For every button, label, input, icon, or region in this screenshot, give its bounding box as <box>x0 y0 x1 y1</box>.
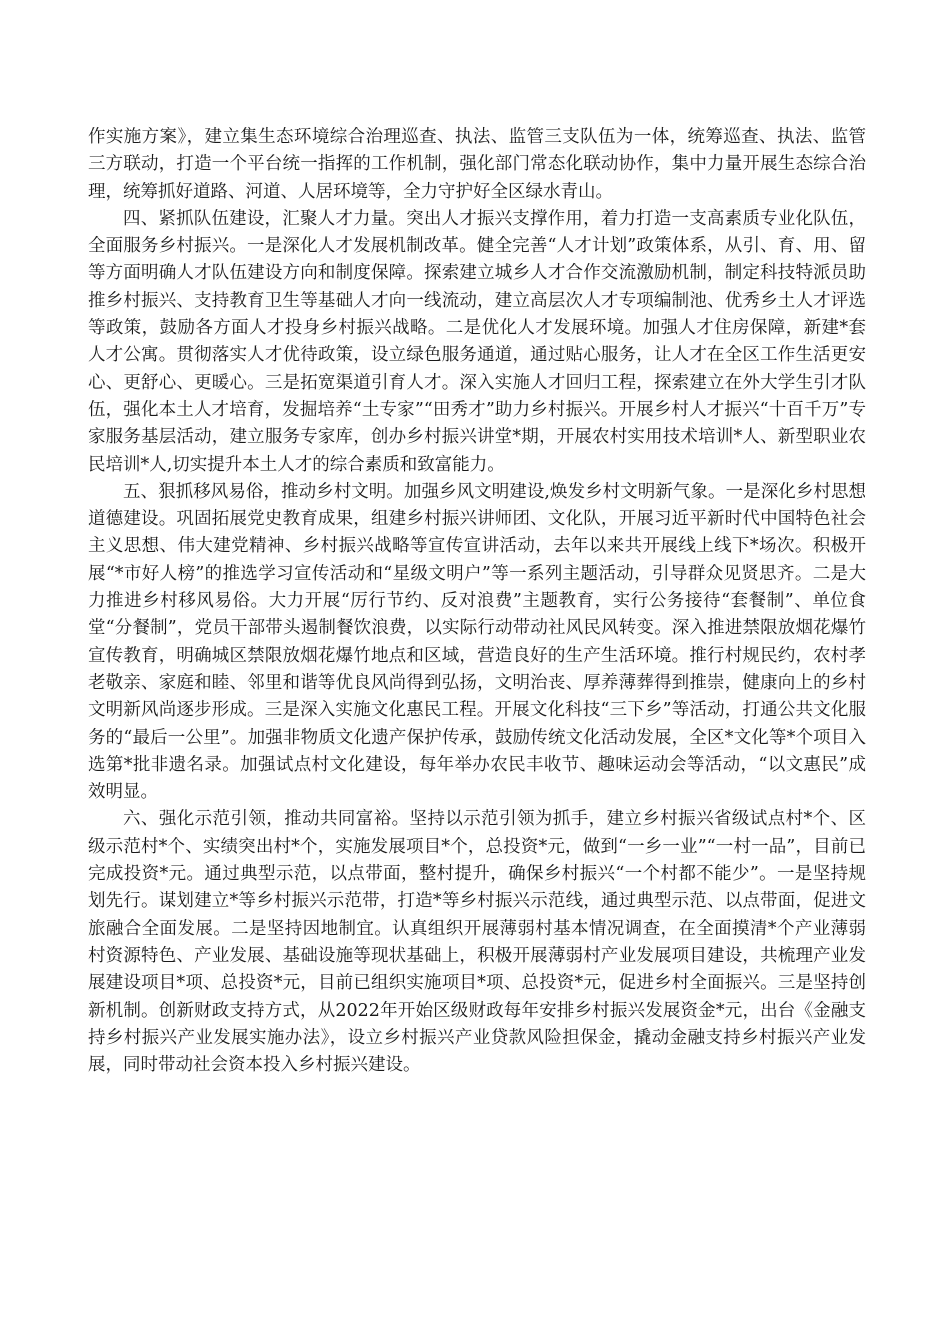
document-body <box>88 124 866 1079</box>
paragraph-talent-building: 四、紧抓队伍建设，汇聚人才力量。突出人才振兴支撑作用，着力打造一支高素质专业化队伍，全面服务乡村振兴。一是深化人才发展机制改革。健全完善“人才计划”政策体系，从引、育、用、留等方面明确人才队伍建设方向和制度保障。探索建立城乡人才合作交流激励机制，制定科技特派员助推乡村振兴、支持教育卫生等基础人才向一线流动，建立高层次人才专项编制池、优秀乡土人才评选等政策，鼓励各方面人才投身乡村振兴战略。二是优化人才发展环境。加强人才住房保障，新建*套人才公寓。贯彻落实人才优待政策，设立绿色服务通道，通过贴心服务，让人才在全区工作生活更安心、更舒心、更暖心。三是拓宽渠道引育人才。深入实施人才回归工程，探索建立在外大学生引才队伍，强化本土人才培育，发掘培养“土专家”“田秀才”助力乡村振兴。开展乡村人才振兴“十百千万”专家服务基层活动，建立服务专家库，创办乡村振兴讲堂*期，开展农村实用技术培训*人、新型职业农民培训*人,切实提升本土人才的综合素质和致富能力。 <box>88 208 866 475</box>
paragraph-continuation: 作实施方案》，建立集生态环境综合治理巡查、执法、监管三支队伍为一体，统筹巡查、执法、监管三方联动，打造一个平台统一指挥的工作机制，强化部门常态化联动协作，集中力量开展生态综合治理，统筹抓好道路、河道、人居环境等，全力守护好全区绿水青山。 <box>88 127 866 202</box>
paragraph-rural-civilization: 五、狠抓移风易俗，推动乡村文明。加强乡风文明建设,焕发乡村文明新气象。一是深化乡村思想道德建设。巩固拓展党史教育成果，组建乡村振兴讲师团、文化队，开展习近平新时代中国特色社会主义思想、伟大建党精神、乡村振兴战略等宣传宣讲活动，去年以来共开展线上线下*场次。积极开展“*市好人榜”的推选学习宣传活动和“星级文明户”等一系列主题活动，引导群众见贤思齐。二是大力推进乡村移风易俗。大力开展“厉行节约、反对浪费”主题教育，实行公务接待“套餐制”、单位食堂“分餐制”，党员干部带头遏制餐饮浪费，以实际行动带动社风民风转变。深入推进禁限放烟花爆竹宣传教育，明确城区禁限放烟花爆竹地点和区域，营造良好的生产生活环境。推行村规民约，农村孝老敬亲、家庭和睦、邻里和谐等优良风尚得到弘扬，文明治丧、厚养薄葬得到推崇，健康向上的乡村文明新风尚逐步形成。三是深入实施文化惠民工程。开展文化科技“三下乡”等活动，打通公共文化服务的“最后一公里”。加强非物质文化遗产保护传承，鼓励传统文化活动发展，全区*文化等*个项目入选第*批非遗名录。加强试点村文化建设，每年举办农民丰收节、趣味运动会等活动，“以文惠民”成效明显。 <box>88 481 866 803</box>
paragraph-demonstration-leading: 六、强化示范引领，推动共同富裕。坚持以示范引领为抓手，建立乡村振兴省级试点村*个、区级示范村*个、实绩突出村*个，实施发展项目*个，总投资*元，做到“一乡一业”“一村一品”，目前已完成投资*元。通过典型示范，以点带面，整村提升，确保乡村振兴“一个村都不能少”。一是坚持规划先行。谋划建立*等乡村振兴示范带，打造*等乡村振兴示范线，通过典型示范、以点带面，促进文旅融合全面发展。二是坚持因地制宜。认真组织开展薄弱村基本情况调查，在全面摸清*个产业薄弱村资源特色、产业发展、基础设施等现状基础上，积极开展薄弱村产业发展项目建设，共梳理产业发展建设项目*项、总投资*元，目前已组织实施项目*项、总投资*元，促进乡村全面振兴。三是坚持创新机制。创新财政支持方式，从2022年开始区级财政每年安排乡村振兴发展资金*元，出台《金融支持乡村振兴产业发展实施办法》，设立乡村振兴产业贷款风险担保金，撬动金融支持乡村振兴产业发展，同时带动社会资本投入乡村振兴建设。 <box>88 809 866 1076</box>
